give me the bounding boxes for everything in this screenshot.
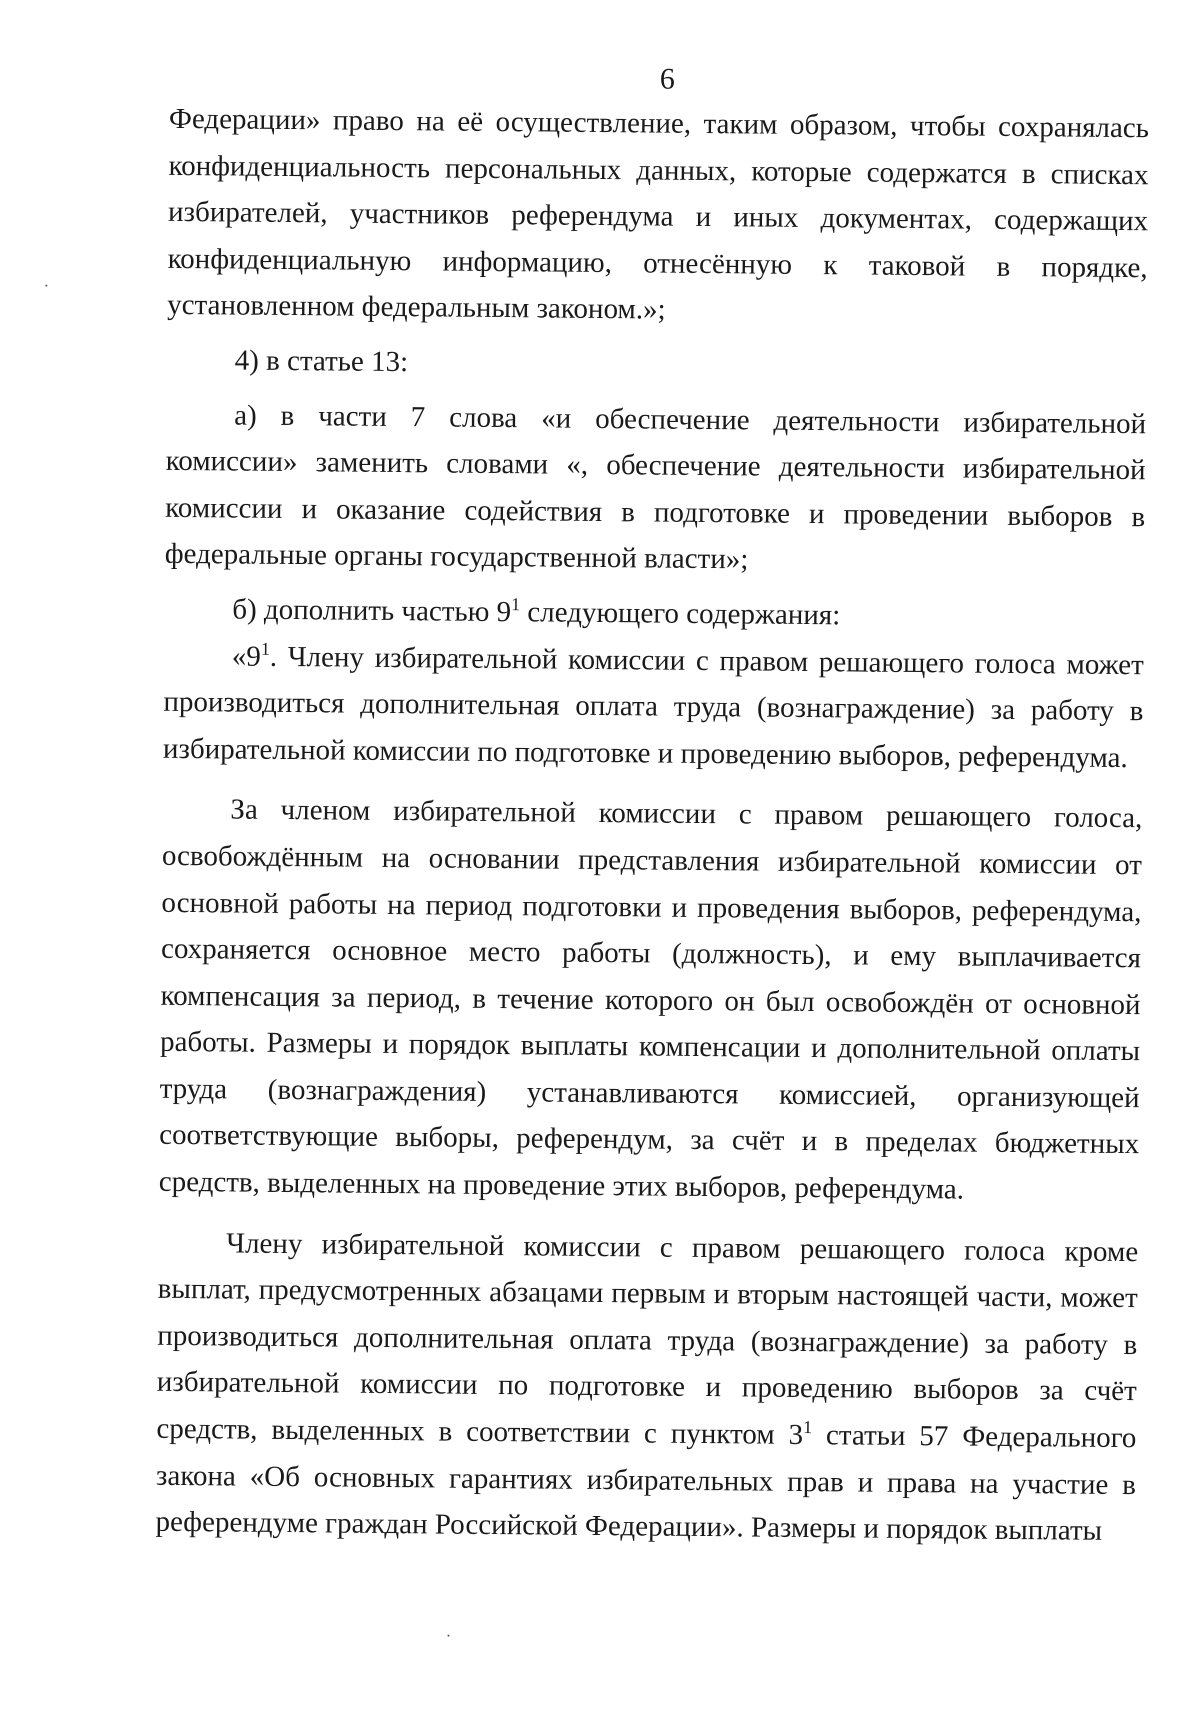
- paragraph-part-9-1-text-end: . Члену избирательной комиссии с правом решающего голоса может производиться дополнительная оплата труда (вознаграждение) за работу в избирательной комиссии по подготовке и проведению выборов, референдума.: [162, 640, 1144, 774]
- superscript: 1: [511, 594, 521, 615]
- paragraph-subitem-b-text: б) дополнить частью 9: [232, 593, 512, 629]
- paragraph-additional-payment: [155, 1219, 1138, 1555]
- page-number: 6: [659, 62, 676, 96]
- scan-speck: [45, 285, 47, 287]
- document-body: [155, 96, 1149, 1555]
- paragraph-item-4: 4) в статье 13:: [234, 344, 409, 379]
- paragraph-additional-payment-text-end: статьи 57 Федерального закона «Об основных гарантиях избирательных прав и права на участие в референдуме граждан Российской Федерации». Размеры и порядок выплаты: [155, 1419, 1137, 1548]
- superscript: 1: [803, 1417, 813, 1438]
- paragraph-compensation: За членом избирательной комиссии с правом решающего голоса, освобождённым на основании представления избирательной комиссии от основной работы на период подготовки и проведения выборов, референдума, сохраняется основное место работы (должность), и ему выплачивается компенсация за период, в течение которого он был освобождён от основной работы. Размеры и порядок выплаты компенсации и дополнительной оплаты труда (вознаграждения) устанавливаются комиссией, организующей соответствующие выборы, референдум, за счёт и в пределах бюджетных средств, выделенных на проведение этих выборов, референдума.: [158, 793, 1143, 1206]
- paragraph-part-9-1-text: «9: [231, 639, 261, 673]
- superscript: 1: [260, 638, 271, 659]
- paragraph-additional-payment-text: Члену избирательной комиссии с правом решающего голоса кроме выплат, предусмотренных абзацами первым и вторым настоящей части, может производиться дополнительная оплата труда (вознаграждение) за работу в избирательной комиссии по подготовке и проведению выборов за счёт средств, выделенных в соответствии с пунктом 3: [156, 1227, 1139, 1452]
- paragraph-subitem-a: а) в части 7 слова «и обеспечение деятельности избирательной комиссии» заменить словами «, обеспечение деятельности избирательной комиссии и оказание содействия в подготовке и проведении выборов в федеральные органы государственной власти»;: [164, 399, 1147, 576]
- paragraph-subitem-b-text-end: следующего содержания:: [519, 596, 841, 632]
- paragraph-continuation: Федерации» право на её осуществление, таким образом, чтобы сохранялась конфиденциальность персональных данных, которые содержатся в списках избирателей, участников референдума и иных документах, содержащих конфиденциальную информацию, отнесённую к таковой в порядке, установленном федеральным законом.»;: [167, 102, 1150, 326]
- paragraph-part-9-1: [163, 632, 1144, 781]
- scan-speck: [447, 1635, 449, 1637]
